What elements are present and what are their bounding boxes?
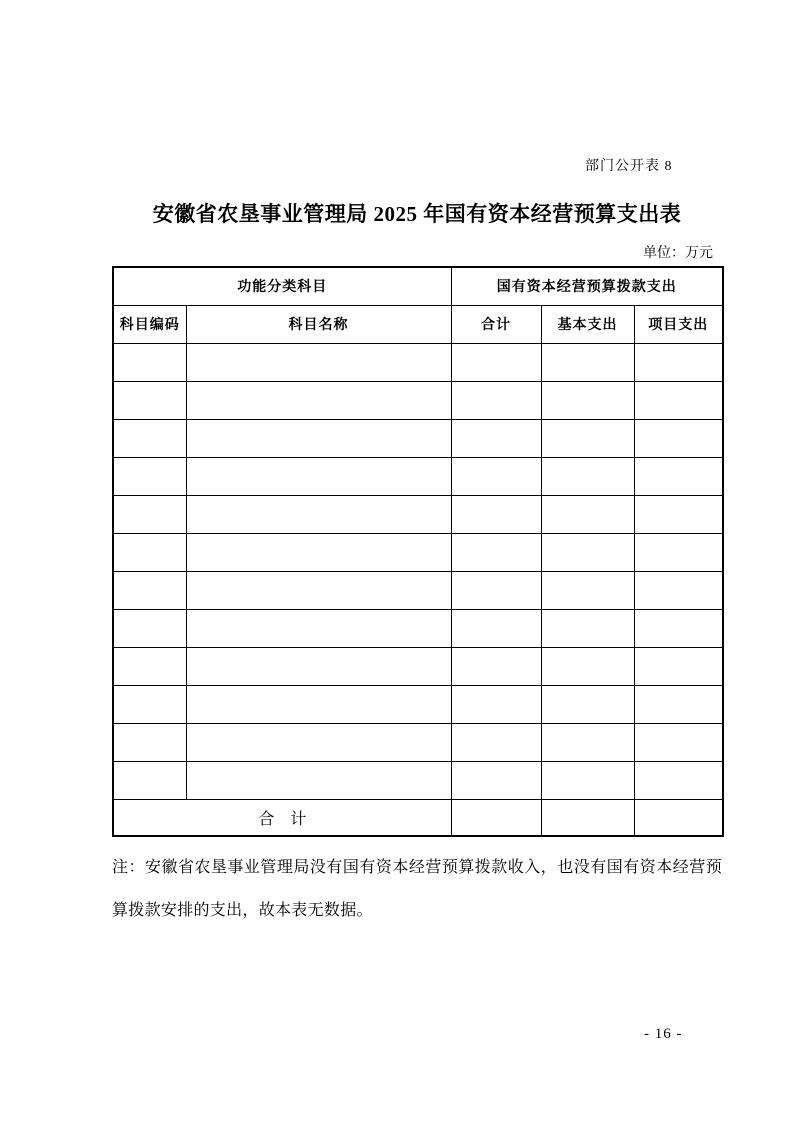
empty-cell (186, 761, 451, 799)
empty-cell (634, 495, 723, 533)
budget-table (112, 266, 724, 837)
empty-cell (634, 647, 723, 685)
table-row (113, 343, 723, 381)
empty-cell (113, 495, 186, 533)
empty-cell (541, 647, 634, 685)
empty-cell (634, 609, 723, 647)
empty-cell (634, 761, 723, 799)
col-header-subject-name: 科目名称 (186, 305, 451, 343)
table-row (113, 495, 723, 533)
note-text: 注：安徽省农垦事业管理局没有国有资本经营预算拨款收入，也没有国有资本经营预算拨款安排的支出，故本表无数据。 (112, 859, 722, 919)
total-sum-cell (451, 799, 541, 836)
empty-cell (186, 419, 451, 457)
empty-cell (634, 533, 723, 571)
unit-label: 单位：万元 (643, 246, 713, 261)
empty-cell (634, 685, 723, 723)
table-row (113, 457, 723, 495)
empty-cell (113, 685, 186, 723)
empty-cell (186, 571, 451, 609)
table-row (113, 609, 723, 647)
empty-cell (451, 343, 541, 381)
empty-cell (113, 533, 186, 571)
empty-cell (451, 723, 541, 761)
total-project-cell (634, 799, 723, 836)
empty-cell (541, 381, 634, 419)
empty-cell (186, 647, 451, 685)
total-label-cell: 合 计 (113, 799, 451, 836)
empty-cell (451, 761, 541, 799)
table-row (113, 381, 723, 419)
table-row (113, 571, 723, 609)
empty-cell (541, 761, 634, 799)
header-group-row (113, 267, 723, 305)
table-row (113, 761, 723, 799)
table-body (113, 343, 723, 799)
empty-cell (451, 457, 541, 495)
empty-cell (541, 609, 634, 647)
header-functional-classification: 功能分类科目 (113, 267, 451, 305)
empty-cell (634, 571, 723, 609)
empty-cell (186, 609, 451, 647)
empty-cell (113, 571, 186, 609)
empty-cell (634, 723, 723, 761)
total-basic-cell (541, 799, 634, 836)
empty-cell (113, 761, 186, 799)
col-header-project-expenditure: 项目支出 (634, 305, 723, 343)
empty-cell (451, 685, 541, 723)
empty-cell (541, 495, 634, 533)
empty-cell (451, 495, 541, 533)
col-header-total: 合计 (451, 305, 541, 343)
empty-cell (113, 381, 186, 419)
page-number: - 16 - (644, 1026, 683, 1042)
header-state-capital-budget-expenditure: 国有资本经营预算拨款支出 (451, 267, 723, 305)
table-row (113, 647, 723, 685)
empty-cell (186, 723, 451, 761)
empty-cell (113, 343, 186, 381)
empty-cell (186, 343, 451, 381)
empty-cell (541, 723, 634, 761)
total-row (113, 799, 723, 836)
empty-cell (451, 419, 541, 457)
empty-cell (541, 457, 634, 495)
empty-cell (541, 571, 634, 609)
empty-cell (541, 685, 634, 723)
empty-cell (113, 419, 186, 457)
empty-cell (541, 343, 634, 381)
empty-cell (451, 609, 541, 647)
empty-cell (451, 647, 541, 685)
page-title: 安徽省农垦事业管理局 2025 年国有资本经营预算支出表 (152, 202, 682, 226)
empty-cell (634, 457, 723, 495)
table-row (113, 419, 723, 457)
col-header-subject-code: 科目编码 (113, 305, 186, 343)
empty-cell (634, 419, 723, 457)
empty-cell (451, 571, 541, 609)
empty-cell (541, 533, 634, 571)
empty-cell (186, 457, 451, 495)
empty-cell (186, 685, 451, 723)
empty-cell (186, 495, 451, 533)
empty-cell (634, 381, 723, 419)
empty-cell (113, 457, 186, 495)
empty-cell (113, 723, 186, 761)
table-row (113, 723, 723, 761)
empty-cell (113, 647, 186, 685)
empty-cell (451, 381, 541, 419)
empty-cell (186, 381, 451, 419)
empty-cell (451, 533, 541, 571)
empty-cell (541, 419, 634, 457)
empty-cell (186, 533, 451, 571)
column-header-row (113, 305, 723, 343)
table-row (113, 685, 723, 723)
table-row (113, 533, 723, 571)
empty-cell (634, 343, 723, 381)
col-header-basic-expenditure: 基本支出 (541, 305, 634, 343)
empty-cell (113, 609, 186, 647)
corner-table-label: 部门公开表 8 (585, 159, 673, 174)
